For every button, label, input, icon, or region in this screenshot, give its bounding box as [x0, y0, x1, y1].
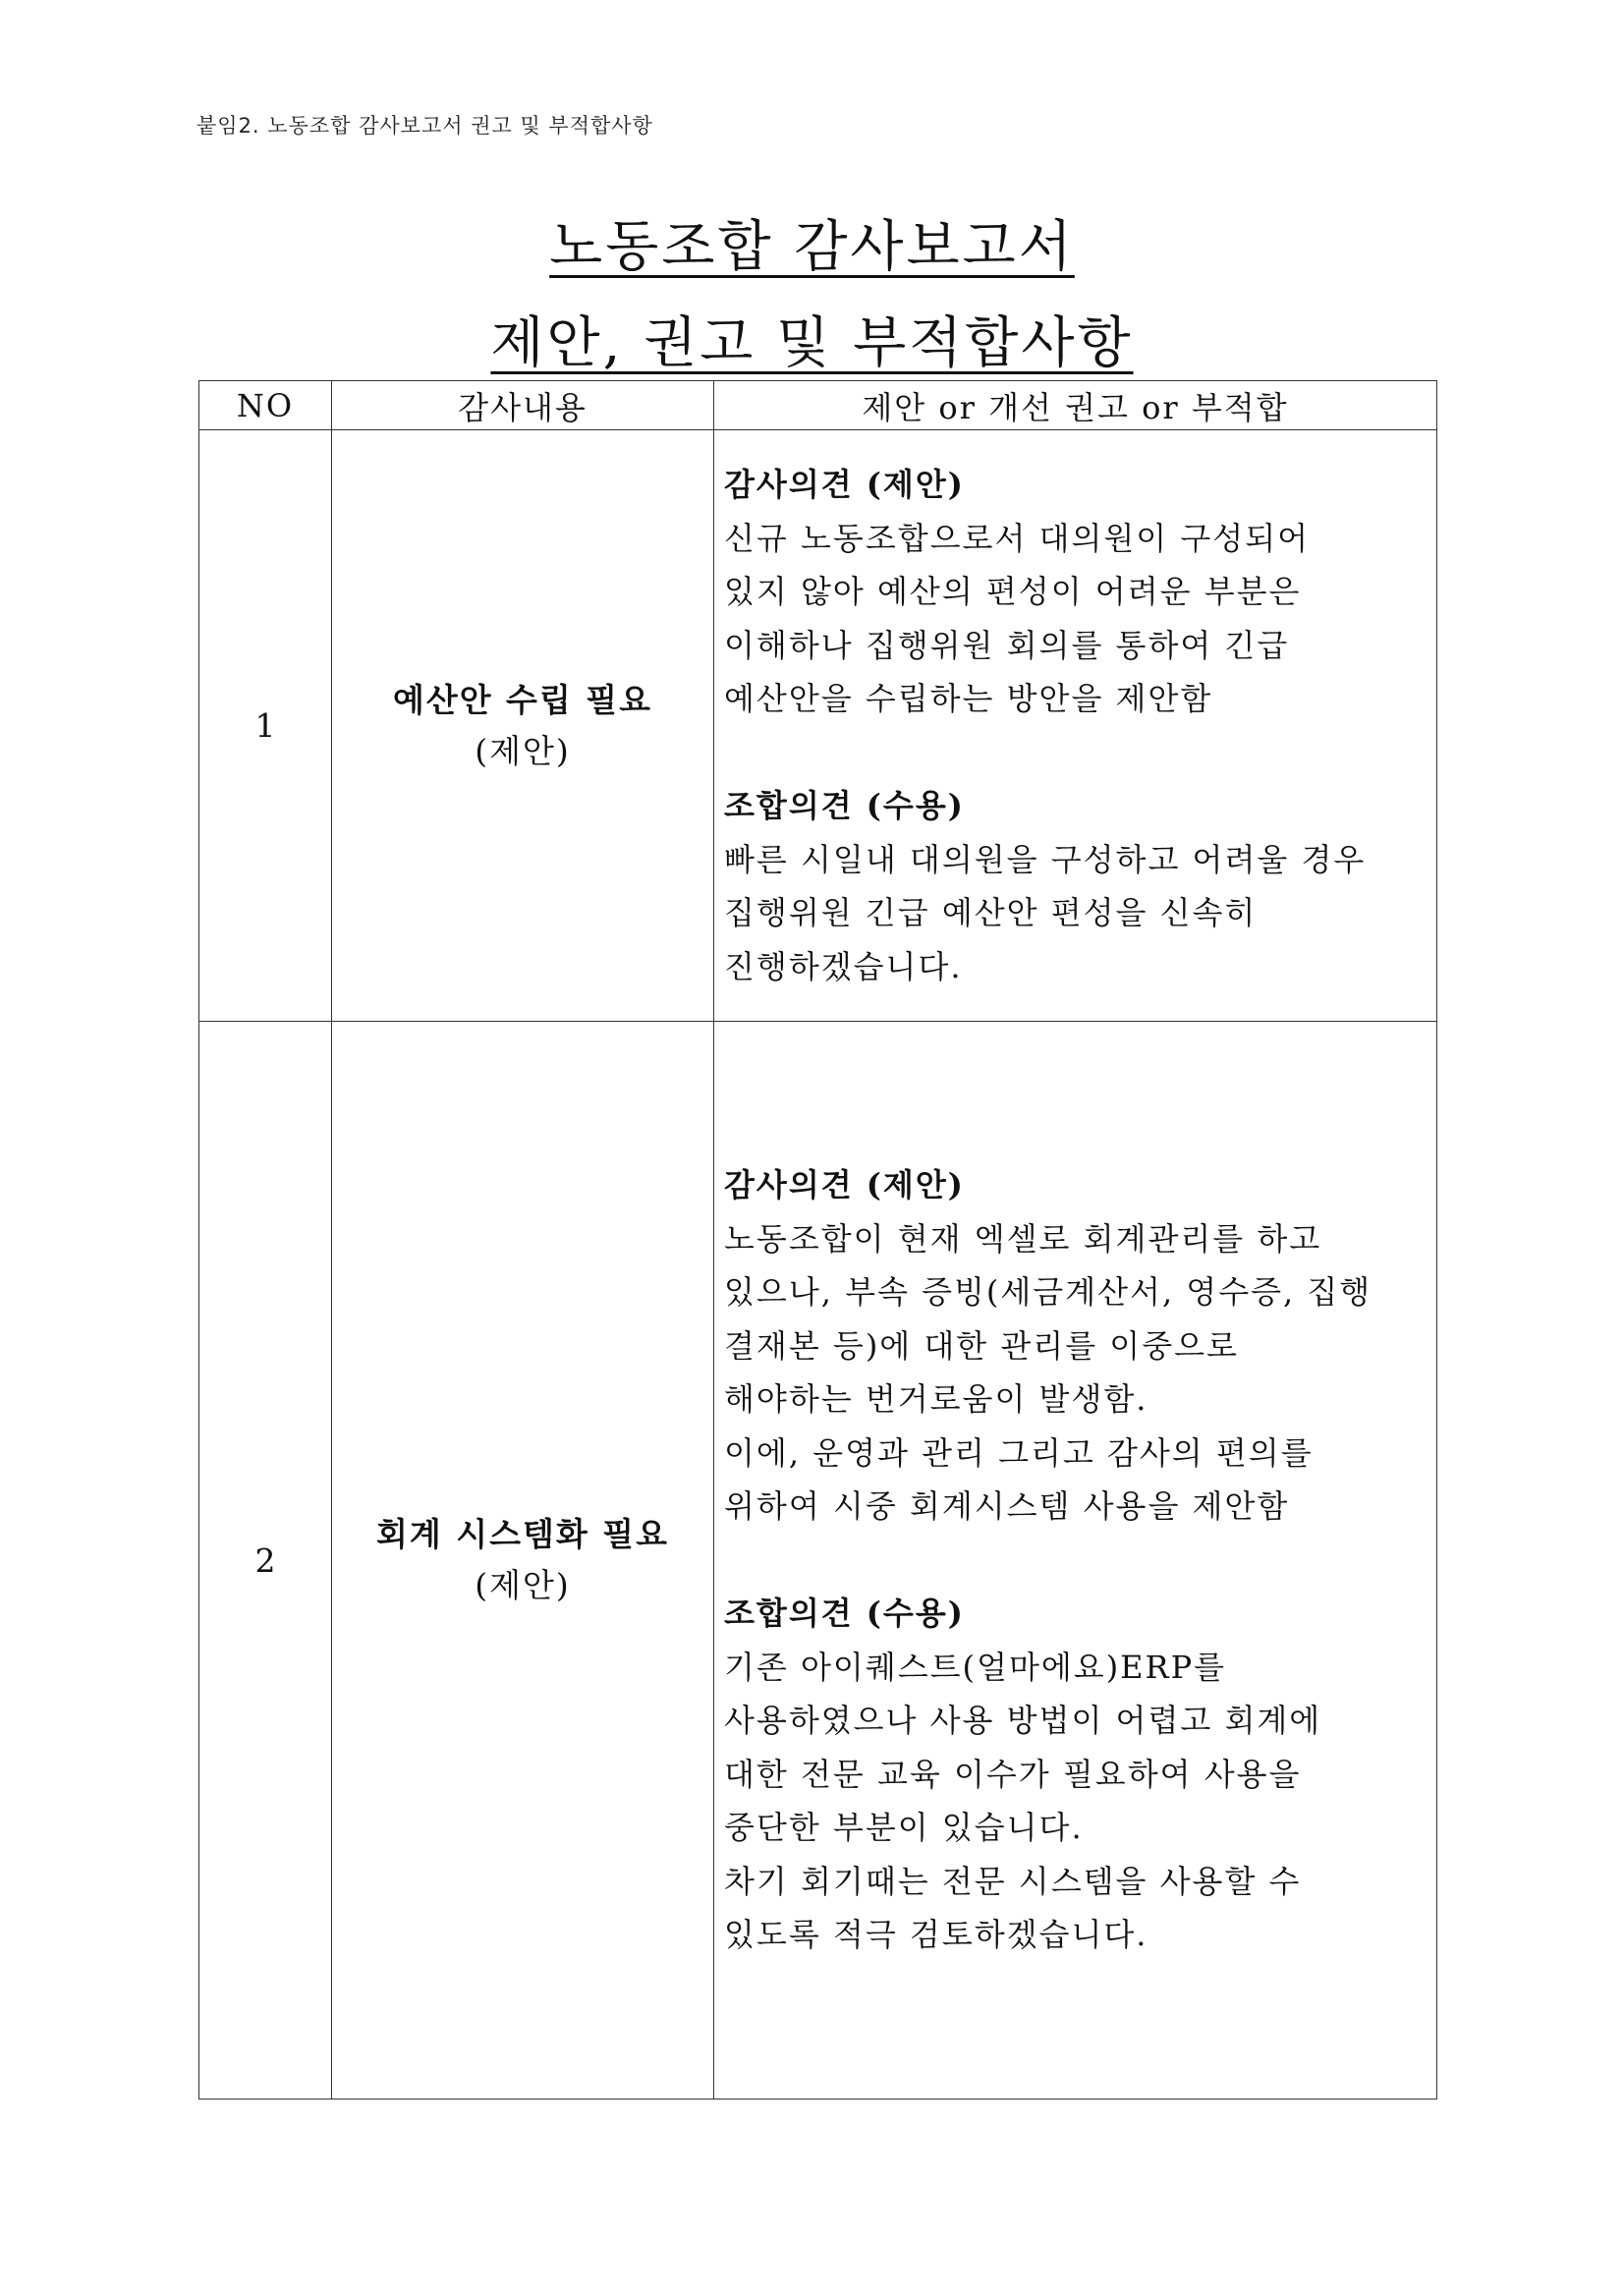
- audit-opinion-line: 신규 노동조합으로서 대의원이 구성되어: [724, 519, 1311, 557]
- union-opinion-line: 대한 전문 교육 이수가 필요하여 사용을: [724, 1755, 1302, 1793]
- union-opinion-line: 기존 아이퀘스트(얼마에요)ERP를: [724, 1648, 1227, 1686]
- row-number: 1: [199, 430, 332, 1022]
- spacer: [724, 1534, 1436, 1588]
- union-opinion-line: 차기 회기때는 전문 시스템을 사용할 수: [724, 1862, 1302, 1900]
- table-row: [199, 430, 1437, 1022]
- audit-table: [198, 380, 1437, 2100]
- union-opinion-line: 사용하였으나 사용 방법이 어렵고 회계에: [724, 1702, 1322, 1740]
- audit-detail: [714, 1022, 1437, 2100]
- table-row: [199, 1022, 1437, 2100]
- union-opinion-line: 집행위원 긴급 예산안 편성을 신속히: [724, 894, 1258, 931]
- union-opinion-heading: 조합의견 (수용): [724, 1595, 965, 1633]
- table-header-row: [199, 381, 1437, 430]
- title-line-2: 제안, 권고 및 부적합사항: [490, 311, 1134, 375]
- union-opinion-line: 진행하겠습니다.: [724, 947, 963, 985]
- header-note: 붙임2. 노동조합 감사보고서 권고 및 부적합사항: [196, 114, 653, 138]
- audit-opinion-line: 예산안을 수립하는 방안을 제안함: [724, 680, 1213, 717]
- audit-opinion-heading: 감사의견 (제안): [724, 1166, 965, 1204]
- union-opinion-line: 빠른 시일내 대의원을 구성하고 어려울 경우: [724, 840, 1367, 878]
- audit-item: [332, 430, 714, 1022]
- audit-opinion-line: 결재본 등)에 대한 관리를 이중으로: [724, 1326, 1239, 1365]
- audit-opinion-line: 이에, 운영과 관리 그리고 감사의 편의를: [724, 1433, 1314, 1472]
- audit-item-type: (제안): [475, 731, 571, 770]
- audit-opinion-heading: 감사의견 (제안): [724, 466, 965, 503]
- audit-detail: [714, 430, 1437, 1022]
- audit-item: [332, 1022, 714, 2100]
- audit-opinion-line: 노동조합이 현재 엑셀로 회계관리를 하고: [724, 1219, 1322, 1258]
- audit-item-title: 회계 시스템화 필요: [375, 1515, 669, 1553]
- page-subtitle: [0, 312, 1624, 375]
- title-line-1: 노동조합 감사보고서: [549, 215, 1075, 279]
- audit-opinion-line: 해야하는 번거로움이 발생함.: [724, 1380, 1148, 1419]
- column-header-no: NO: [199, 381, 332, 430]
- audit-opinion-line: 있지 않아 예산의 편성이 어려운 부분은: [724, 573, 1302, 610]
- spacer: [724, 726, 1436, 780]
- row-number: 2: [199, 1022, 332, 2100]
- audit-opinion-line: 위하여 시중 회계시스템 사용을 제안함: [724, 1487, 1290, 1526]
- column-header-recommendation: 제안 or 개선 권고 or 부적합: [714, 381, 1437, 430]
- union-opinion-line: 중단한 부분이 있습니다.: [724, 1809, 1084, 1847]
- audit-opinion-line: 있으나, 부속 증빙(세금계산서, 영수증, 집행: [724, 1273, 1372, 1312]
- column-header-content: 감사내용: [332, 381, 714, 430]
- audit-item-title: 예산안 수립 필요: [392, 680, 653, 719]
- union-opinion-line: 있도록 적극 검토하겠습니다.: [724, 1916, 1148, 1954]
- page-title: [0, 216, 1624, 279]
- union-opinion-heading: 조합의견 (수용): [724, 787, 965, 824]
- audit-item-type: (제안): [475, 1566, 571, 1604]
- audit-opinion-line: 이해하나 집행위원 회의를 통하여 긴급: [724, 626, 1290, 664]
